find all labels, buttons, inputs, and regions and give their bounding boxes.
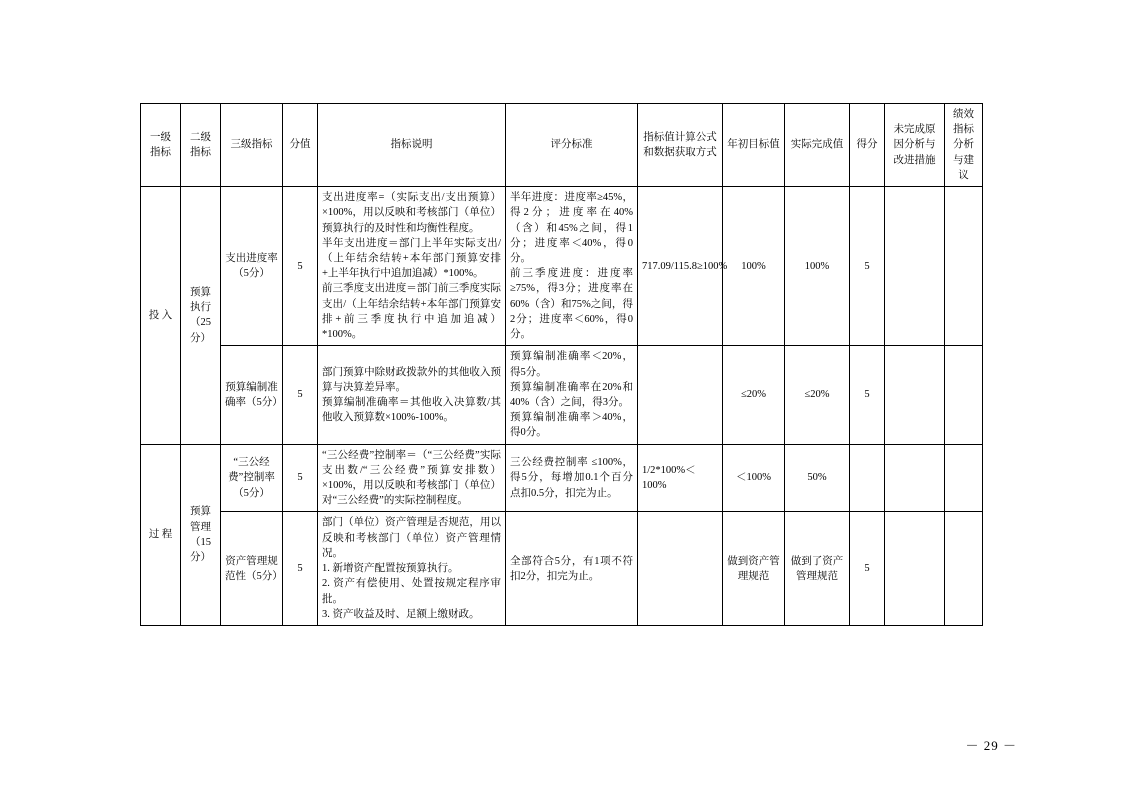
cell-reason <box>885 512 945 626</box>
cell-formula: 1/2*100%＜100% <box>638 444 723 512</box>
header-formula: 指标值计算公式和数据获取方式 <box>638 104 723 187</box>
cell-level3: 预算编制准确率（5分） <box>221 346 283 444</box>
cell-criteria: 半年进度：进度率≥45%，得2分；进度率在40%（含）和45%之间，得1分；进度率＜40%，得0分。 前三季度进度：进度率≥75%，得3分；进度率在60%（含）和75%之间，得2分；进度率＜60%，得0分。 <box>506 187 638 346</box>
header-score-value: 分值 <box>283 104 318 187</box>
cell-level2: 预算管理（15分） <box>181 444 221 625</box>
header-description: 指标说明 <box>318 104 506 187</box>
cell-target: ≤20% <box>723 346 785 444</box>
cell-level1: 投 入 <box>141 187 181 445</box>
page-number: － 29 － <box>965 738 1017 753</box>
cell-target: 100% <box>723 187 785 346</box>
cell-description: 支出进度率=（实际支出/支出预算）×100%，用以反映和考核部门（单位）预算执行的及时性和均衡性程度。 半年支出进度＝部门上半年实际支出/（上年结余结转+本年部门预算安排+上半年执行中追加追减）*100%。 前三季度支出进度＝部门前三季度实际支出/（上年结余结转+本年部门预算安排+前三季度执行中追加追减）*100%。 <box>318 187 506 346</box>
cell-criteria: 全部符合5分，有1项不符扣2分，扣完为止。 <box>506 512 638 626</box>
header-target: 年初目标值 <box>723 104 785 187</box>
cell-criteria: 三公经费控制率 ≤100%，得5分，每增加0.1个百分点扣0.5分，扣完为止。 <box>506 444 638 512</box>
header-suggestion: 绩效指标分析与建议 <box>945 104 983 187</box>
header-score: 得分 <box>850 104 885 187</box>
cell-level2: 预算执行（25分） <box>181 187 221 445</box>
cell-suggestion <box>945 346 983 444</box>
cell-target: 做到资产管理规范 <box>723 512 785 626</box>
table-row <box>141 346 983 444</box>
cell-description: 部门预算中除财政拨款外的其他收入预算与决算差异率。 预算编制准确率＝其他收入决算数/其他收入预算数×100%-100%。 <box>318 346 506 444</box>
cell-reason <box>885 444 945 512</box>
cell-formula <box>638 512 723 626</box>
cell-score: 5 <box>850 346 885 444</box>
cell-level3: 支出进度率（5分） <box>221 187 283 346</box>
cell-score-value: 5 <box>283 512 318 626</box>
header-level3: 三级指标 <box>221 104 283 187</box>
cell-score: 5 <box>850 187 885 346</box>
cell-suggestion <box>945 187 983 346</box>
cell-formula: 717.09/115.8≥100% <box>638 187 723 346</box>
cell-score-value: 5 <box>283 346 318 444</box>
cell-reason <box>885 346 945 444</box>
cell-level1: 过 程 <box>141 444 181 625</box>
cell-level3: 资产管理规范性（5分） <box>221 512 283 626</box>
header-level1: 一级指标 <box>141 104 181 187</box>
performance-indicator-table <box>140 103 983 626</box>
cell-suggestion <box>945 512 983 626</box>
cell-actual: ≤20% <box>785 346 850 444</box>
cell-formula <box>638 346 723 444</box>
cell-score <box>850 444 885 512</box>
cell-score-value: 5 <box>283 187 318 346</box>
cell-actual: 100% <box>785 187 850 346</box>
cell-actual: 做到了资产管理规范 <box>785 512 850 626</box>
header-reason: 未完成原因分析与改进措施 <box>885 104 945 187</box>
table-row <box>141 444 983 512</box>
cell-criteria: 预算编制准确率＜20%，得5分。 预算编制准确率在20%和40%（含）之间，得3分。 预算编制准确率＞40%，得0分。 <box>506 346 638 444</box>
table-row <box>141 512 983 626</box>
cell-score: 5 <box>850 512 885 626</box>
table-row <box>141 187 983 346</box>
table-header-row <box>141 104 983 187</box>
cell-description: 部门（单位）资产管理是否规范，用以反映和考核部门（单位）资产管理情况。 1. 新增资产配置按预算执行。 2. 资产有偿使用、处置按规定程序审批。 3. 资产收益及时、足额上缴财政。 <box>318 512 506 626</box>
header-level2: 二级指标 <box>181 104 221 187</box>
header-criteria: 评分标准 <box>506 104 638 187</box>
cell-target: ＜100% <box>723 444 785 512</box>
cell-score-value: 5 <box>283 444 318 512</box>
cell-description: “三公经费”控制率＝（“三公经费”实际支出数/“三公经费”预算安排数）×100%，用以反映和考核部门（单位）对“三公经费”的实际控制程度。 <box>318 444 506 512</box>
cell-level3: “三公经费”控制率（5分） <box>221 444 283 512</box>
header-actual: 实际完成值 <box>785 104 850 187</box>
cell-reason <box>885 187 945 346</box>
cell-suggestion <box>945 444 983 512</box>
cell-actual: 50% <box>785 444 850 512</box>
